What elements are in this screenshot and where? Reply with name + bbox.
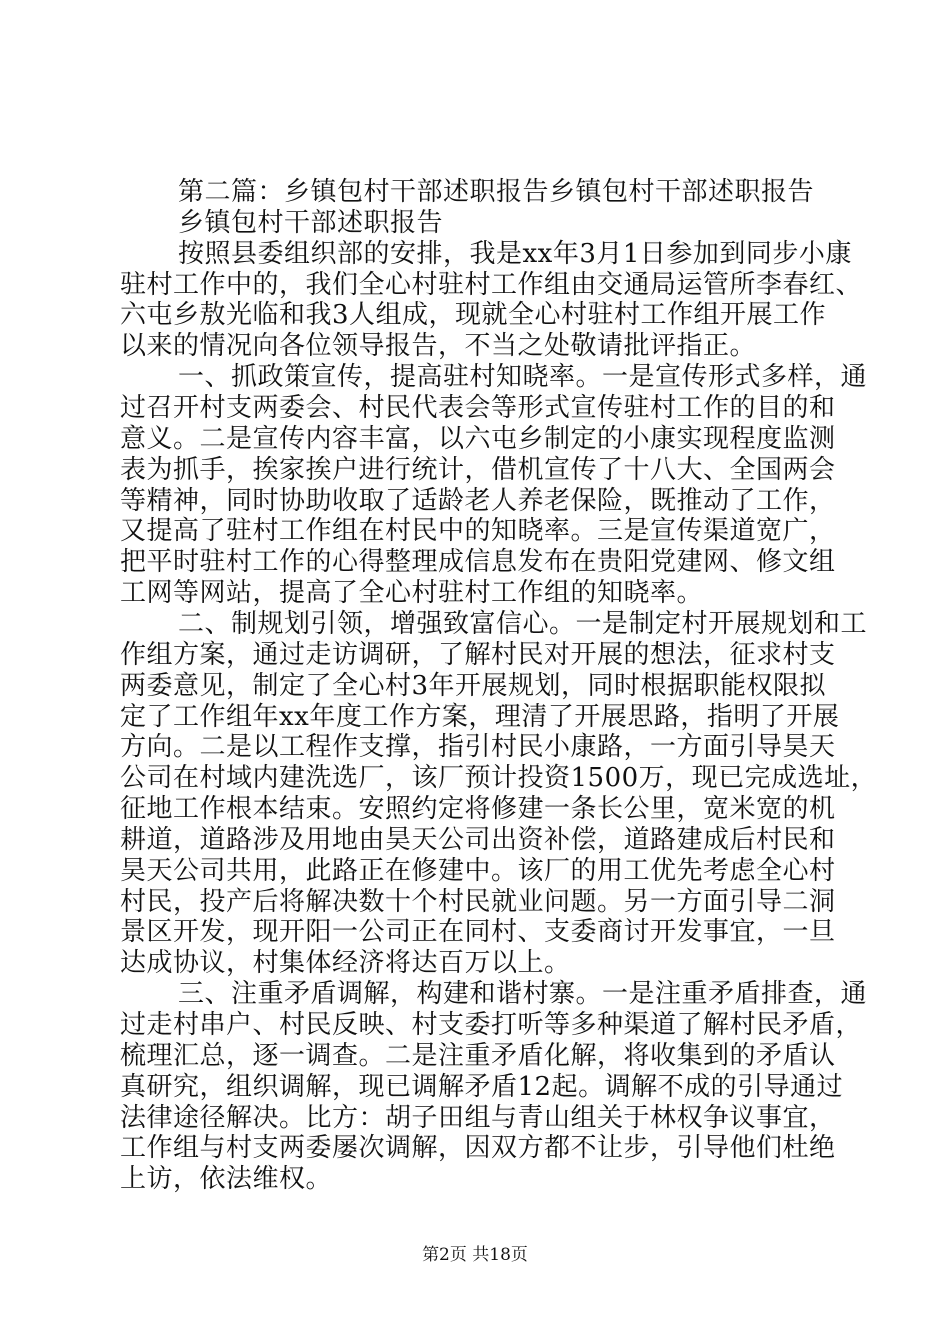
- text-line: 法律途径解决。比方：胡子田组与青山组关于林权争议事宜，: [120, 1102, 836, 1133]
- text-line: 过召开村支两委会、村民代表会等形式宣传驻村工作的目的和: [120, 393, 836, 423]
- text-line: 以来的情况向各位领导报告，不当之处敬请批评指正。: [120, 331, 757, 362]
- text-line: 上访，依法维权。: [120, 1164, 333, 1195]
- text-line: 两委意见，制定了全心村3年开展规划，同时根据职能权限拟: [120, 670, 827, 701]
- text-line: 真研究，组织调解，现已调解矛盾12起。调解不成的引导通过: [120, 1071, 844, 1102]
- text-line: 按照县委组织部的安排，我是xx年3月1日参加到同步小康: [178, 238, 852, 269]
- text-line: 六屯乡敖光临和我3人组成，现就全心村驻村工作组开展工作: [120, 300, 827, 331]
- text-line: 驻村工作中的，我们全心村驻村工作组由交通局运管所李春红、: [120, 269, 863, 300]
- document-title: 第二篇：乡镇包村干部述职报告乡镇包村干部述职报告: [178, 177, 815, 207]
- text-line: 二、制规划引领，增强致富信心。一是制定村开展规划和工: [178, 608, 868, 639]
- text-line: 工网等网站，提高了全心村驻村工作组的知晓率。: [120, 578, 704, 608]
- text-line: 表为抓手，挨家挨户进行统计，借机宣传了十八大、全国两会: [120, 454, 836, 485]
- text-line: 工作组与村支两委屡次调解，因双方都不让步，引导他们杜绝: [120, 1133, 836, 1164]
- text-line: 昊天公司共用，此路正在修建中。该厂的用工优先考虑全心村: [120, 855, 836, 886]
- text-line: 过走村串户、村民反映、村支委打听等多种渠道了解村民矛盾，: [120, 1010, 863, 1040]
- text-line: 耕道，道路涉及用地由昊天公司出资补偿，道路建成后村民和: [120, 824, 836, 855]
- text-line: 等精神，同时协助收取了适龄老人养老保险，既推动了工作，: [120, 485, 836, 516]
- text-line: 公司在村域内建洗选厂，该厂预计投资1500万，现已完成选址，: [120, 763, 878, 794]
- text-line: 三、注重矛盾调解，构建和谐村寨。一是注重矛盾排查，通: [178, 979, 868, 1010]
- text-line: 作组方案，通过走访调研，了解村民对开展的想法，征求村支: [120, 639, 836, 670]
- text-line: 梳理汇总，逐一调查。二是注重矛盾化解，将收集到的矛盾认: [120, 1040, 836, 1071]
- text-line: 达成协议，村集体经济将达百万以上。: [120, 948, 571, 979]
- text-line: 景区开发，现开阳一公司正在同村、支委商讨开发事宜，一旦: [120, 917, 836, 948]
- page-footer: 第2页 共18页: [422, 1245, 528, 1265]
- text-line: 征地工作根本结束。安照约定将修建一条长公里，宽米宽的机: [120, 794, 836, 824]
- text-line: 又提高了驻村工作组在村民中的知晓率。三是宣传渠道宽广，: [120, 516, 836, 547]
- text-line: 村民，投产后将解决数十个村民就业问题。另一方面引导二洞: [120, 886, 836, 917]
- text-line: 定了工作组年xx年度工作方案，理清了开展思路，指明了开展: [120, 701, 840, 732]
- text-line: 方向。二是以工程作支撑，指引村民小康路，一方面引导昊天: [120, 732, 836, 763]
- text-line: 一、抓政策宣传，提高驻村知晓率。一是宣传形式多样，通: [178, 362, 868, 393]
- text-line: 意义。二是宣传内容丰富，以六屯乡制定的小康实现程度监测: [120, 423, 836, 454]
- document-subtitle: 乡镇包村干部述职报告: [178, 207, 444, 238]
- text-line: 把平时驻村工作的心得整理成信息发布在贵阳党建网、修文组: [120, 547, 836, 578]
